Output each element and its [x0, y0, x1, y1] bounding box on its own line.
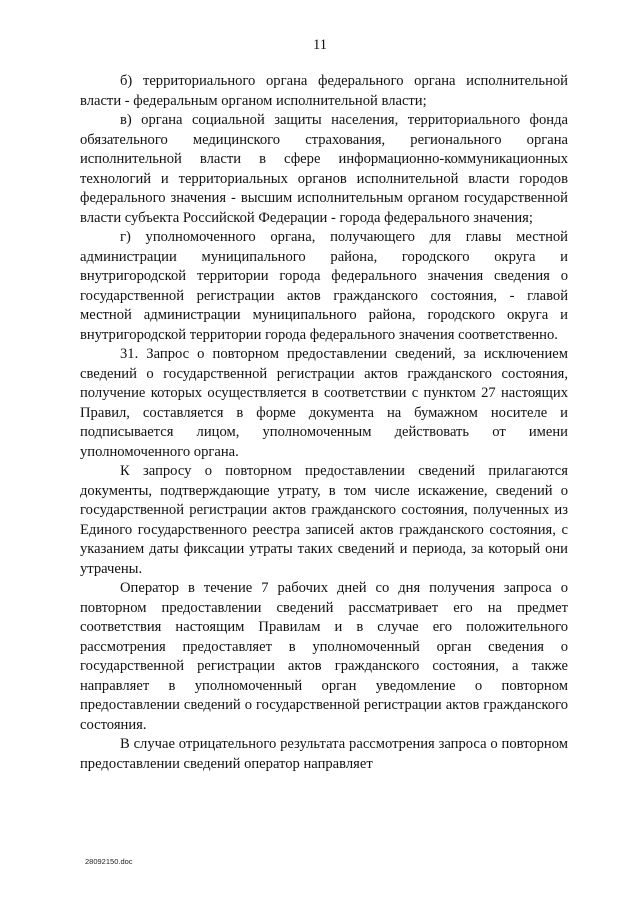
footer-filename: 28092150.doc — [85, 857, 133, 866]
paragraph-attachments: К запросу о повторном предоставлении сведений прилагаются документы, подтверждающие утрату, в том числе искажение, сведений о государственной регистрации актов гражданского состояния, полученных из Единого государственного реестра записей актов гражданского состояния, с указанием даты фиксации утраты таких сведений и периода, за который они утрачены. — [80, 463, 568, 577]
paragraph-negative-result: В случае отрицательного результата рассмотрения запроса о повторном предоставлении сведений оператор направляет — [80, 736, 568, 772]
paragraph-g: г) уполномоченного органа, получающего для главы местной администрации муниципального района, городского округа и внутригородской территории города федерального значения сведения о государственной регистрации актов гражданского состояния, - главой местной администрации муниципального района, городского округа и внутригородской территории города федерального значения соответственно. — [80, 229, 568, 343]
paragraph-v: в) органа социальной защиты населения, территориального фонда обязательного медицинского страхования, регионального органа исполнительной власти в сфере информационно-коммуникационных технологий и территориальных органов исполнительной власти городов федерального значения - высшим исполнительным органом государственной власти субъекта Российской Федерации - города федерального значения; — [80, 112, 568, 226]
paragraph-31: 31. Запрос о повторном предоставлении сведений, за исключением сведений о государственной регистрации актов гражданского состояния, получение которых осуществляется в соответствии с пунктом 27 настоящих Правил, составляется в форме документа на бумажном носителе и подписывается лицом, уполномоченным действовать от имени уполномоченного органа. — [80, 346, 568, 460]
page-number: 11 — [313, 37, 327, 53]
paragraph-b: б) территориального органа федерального органа исполнительной власти - федеральным органом исполнительной власти; — [80, 73, 568, 109]
document-body — [80, 72, 568, 774]
paragraph-operator: Оператор в течение 7 рабочих дней со дня получения запроса о повторном предоставлении сведений рассматривает его на предмет соответствия настоящим Правилам и в случае его положительного рассмотрения предоставляет в уполномоченный орган сведения о государственной регистрации актов гражданского состояния, а также направляет в уполномоченный орган уведомление о повторном предоставлении сведений о государственной регистрации актов гражданского состояния. — [80, 580, 568, 733]
